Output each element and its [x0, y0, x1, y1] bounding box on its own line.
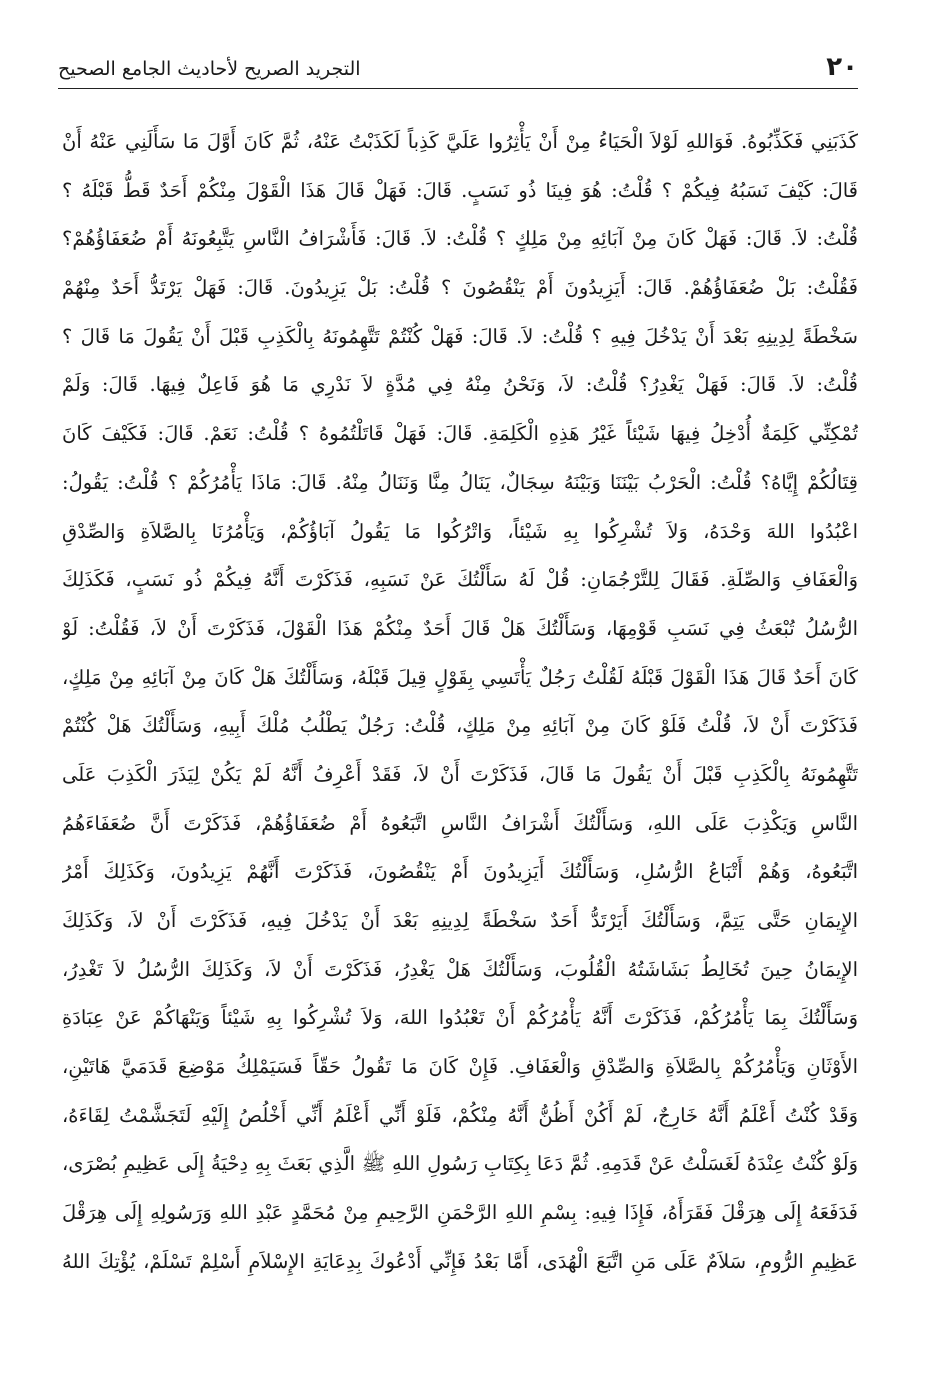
text-line: الإِيمَانُ حِينَ تُخَالِطُ بَشَاشَتُهُ الْقُلُوبَ، وَسَأَلْتُكَ هَلْ يَغْدِرُ، فَذَكَرْتَ أَنْ لاَ، وَكَذَلِكَ الرُّسُلُ لاَ تَغْدِرُ،	[62, 957, 858, 981]
text-line: فَدَفَعَهُ إِلَى هِرَقْلَ فَقَرَأَهُ، فَإِذَا فِيهِ: بِسْمِ اللهِ الرَّحْمَنِ الرَّحِيمِ مِنْ مُحَمَّدٍ عَبْدِ اللهِ وَرَسُولِهِ إِلَى هِرَقْلَ	[62, 1201, 858, 1225]
text-line: فَقُلْتُ: بَلْ ضُعَفَاؤُهُمْ. قَالَ: أَيَزِيدُونَ أَمْ يَنْقُصُونَ ؟ قُلْتُ: بَلْ يَزِيدُونَ. قَالَ: فَهَلْ يَرْتَدُّ أَحَدٌ مِنْهُمْ	[62, 276, 858, 300]
text-line: اتَّبَعُوهُ، وَهُمْ أَتْبَاعُ الرُّسُلِ، وَسَأَلْتُكَ أَيَزِيدُونَ أَمْ يَنْقُصُونَ، فَذَكَرْتَ أَنَّهُمْ يَزِيدُونَ، وَكَذَلِكَ أَمْرُ	[62, 860, 858, 884]
text-line: فَذَكَرْتَ أَنْ لاَ، قُلْتُ فَلَوْ كَانَ مِنْ آبَائِهِ مِنْ مَلِكٍ، قُلْتُ: رَجُلٌ يَطْلُبُ مُلْكَ أَبِيهِ، وَسَأَلْتُكَ هَلْ كُنْتُمْ	[62, 714, 858, 738]
text-line: وَقَدْ كُنْتُ أَعْلَمُ أَنَّهُ خَارِجٌ، لَمْ أَكُنْ أَظُنُّ أَنَّهُ مِنْكُمْ، فَلَوْ أَنِّي أَعْلَمُ أَنِّي أَخْلُصُ إِلَيْهِ لَتَجَشَّمْتُ لِقَاءَهُ،	[62, 1103, 858, 1127]
text-line: وَسَأَلْتُكَ بِمَا يَأْمُرُكُمْ، فَذَكَرْتَ أَنَّهُ يَأْمُرُكُمْ أَنْ تَعْبُدُوا اللهَ، وَلاَ تُشْرِكُوا بِهِ شَيْئاً وَيَنْهَاكُمْ عَنْ عِبَادَةِ	[62, 1006, 858, 1030]
running-title: التجريد الصريح لأحاديث الجامع الصحيح	[58, 58, 361, 80]
header-divider	[58, 88, 858, 89]
page-header	[58, 50, 858, 90]
body-text	[62, 118, 858, 1287]
text-line: وَالْعَفَافِ وَالصِّلَةِ. فَقَالَ لِلتَّرْجُمَانِ: قُلْ لَهُ سَأَلْتُكَ عَنْ نَسَبِهِ، فَذَكَرْتَ أَنَّهُ فِيكُمْ ذُو نَسَبٍ، فَكَذَلِكَ	[62, 568, 858, 592]
text-line: عَظِيمِ الرُّومِ، سَلاَمٌ عَلَى مَنِ اتَّبَعَ الْهُدَى، أَمَّا بَعْدُ فَإِنِّي أَدْعُوكَ بِدِعَايَةِ الإِسْلاَمِ أَسْلِمْ تَسْلَمْ، يُؤْتِكَ اللهُ	[62, 1249, 858, 1273]
text-line: قِتَالُكُمْ إِيَّاهُ؟ قُلْتُ: الْحَرْبُ بَيْنَنَا وَبَيْنَهُ سِجَالٌ، يَنَالُ مِنَّا وَنَنَالُ مِنْهُ. قَالَ: مَاذَا يَأْمُرُكُمْ ؟ قُلْتُ: يَقُولُ:	[62, 470, 858, 494]
text-line: الأَوْثَانِ وَيَأْمُرُكُمْ بِالصَّلاَةِ وَالصِّدْقِ وَالْعَفَافِ. فَإِنْ كَانَ مَا تَقُولُ حَقّاً فَسَيَمْلِكُ مَوْضِعَ قَدَمَيَّ هَاتَيْنِ،	[62, 1055, 858, 1079]
text-line: كَانَ أَحَدٌ قَالَ هَذَا الْقَوْلَ قَبْلَهُ لَقُلْتُ رَجُلٌ يَأْتَسِي بِقَوْلٍ قِيلَ قَبْلَهُ، وَسَأَلْتُكَ هَلْ كَانَ مِنْ آبَائِهِ مِنْ مَلِكٍ،	[62, 665, 858, 689]
text-line: اعْبُدُوا اللهَ وَحْدَهُ، وَلاَ تُشْرِكُوا بِهِ شَيْئاً، وَاتْرُكُوا مَا يَقُولُ آبَاؤُكُمْ، وَيَأْمُرُنَا بِالصَّلاَةِ وَالصِّدْقِ	[62, 519, 858, 543]
text-line: تَتَّهِمُونَهُ بِالْكَذِبِ قَبْلَ أَنْ يَقُولَ مَا قَالَ، فَذَكَرْتَ أَنْ لاَ، فَقَدْ أَعْرِفُ أَنَّهُ لَمْ يَكُنْ لِيَذَرَ الْكَذِبَ عَلَى	[62, 762, 858, 786]
text-line: النَّاسِ وَيَكْذِبَ عَلَى اللهِ، وَسَأَلْتُكَ أَشْرَافُ النَّاسِ اتَّبَعُوهُ أَمْ ضُعَفَاؤُهُمْ، فَذَكَرْتَ أَنَّ ضُعَفَاءَهُمُ	[62, 811, 858, 835]
text-line: كَذَبَنِي فَكَذِّبُوهُ. فَوَاللهِ لَوْلاَ الْحَيَاءُ مِنْ أَنْ يَأْثِرُوا عَلَيَّ كَذِباً لَكَذَبْتُ عَنْهُ، ثُمَّ كَانَ أَوَّلَ مَا سَأَلَنِي عَنْهُ أَنْ	[62, 130, 858, 153]
text-line: قُلْتُ: لاَ. قَالَ: فَهَلْ يَغْدِرُ؟ قُلْتُ: لاَ، وَنَحْنُ مِنْهُ فِي مُدَّةٍ لاَ نَدْرِي مَا هُوَ فَاعِلٌ فِيهَا. قَالَ: وَلَمْ	[62, 373, 858, 397]
text-line: سَخْطَةً لِدِينِهِ بَعْدَ أَنْ يَدْخُلَ فِيهِ ؟ قُلْتُ: لاَ. قَالَ: فَهَلْ كُنْتُمْ تَتَّهِمُونَهُ بِالْكَذِبِ قَبْلَ أَنْ يَقُولَ مَا قَالَ ؟	[62, 324, 858, 348]
text-line: الرُّسُلُ تُبْعَثُ فِي نَسَبِ قَوْمِهَا، وَسَأَلْتُكَ هَلْ قَالَ أَحَدٌ مِنْكُمْ هَذَا الْقَوْلَ، فَذَكَرْتَ أَنْ لاَ، فَقُلْتُ: لَوْ	[62, 616, 858, 640]
text-line: وَلَوْ كُنْتُ عِنْدَهُ لَغَسَلْتُ عَنْ قَدَمِهِ. ثُمَّ دَعَا بِكِتَابِ رَسُولِ اللهِ ﷺ الَّذِي بَعَثَ بِهِ دِحْيَةُ إِلَى عَظِيمِ بُصْرَى،	[62, 1152, 858, 1176]
text-line: قُلْتُ: لاَ. قَالَ: فَهَلْ كَانَ مِنْ آبَائِهِ مِنْ مَلِكٍ ؟ قُلْتُ: لاَ. قَالَ: فَأَشْرَافُ النَّاسِ يَتَّبِعُونَهُ أَمْ ضُعَفَاؤُهُمْ؟	[62, 227, 858, 251]
text-line: تُمْكِنِّي كَلِمَةٌ أُدْخِلُ فِيهَا شَيْئاً غَيْرُ هَذِهِ الْكَلِمَةِ. قَالَ: فَهَلْ قَاتَلْتُمُوهُ ؟ قُلْتُ: نَعَمْ. قَالَ: فَكَيْفَ كَانَ	[62, 422, 858, 446]
text-line: الإِيمَانِ حَتَّى يَتِمَّ، وَسَأَلْتُكَ أَيَرْتَدُّ أَحَدٌ سَخْطَةً لِدِينِهِ بَعْدَ أَنْ يَدْخُلَ فِيهِ، فَذَكَرْتَ أَنْ لاَ، وَكَذَلِكَ	[62, 909, 858, 932]
page-number: ٢٠	[826, 52, 858, 82]
text-line: قَالَ: كَيْفَ نَسَبُهُ فِيكُمْ ؟ قُلْتُ: هُوَ فِينَا ذُو نَسَبٍ. قَالَ: فَهَلْ قَالَ هَذَا الْقَوْلَ مِنْكُمْ أَحَدٌ قَطُّ قَبْلَهُ ؟	[62, 178, 858, 202]
